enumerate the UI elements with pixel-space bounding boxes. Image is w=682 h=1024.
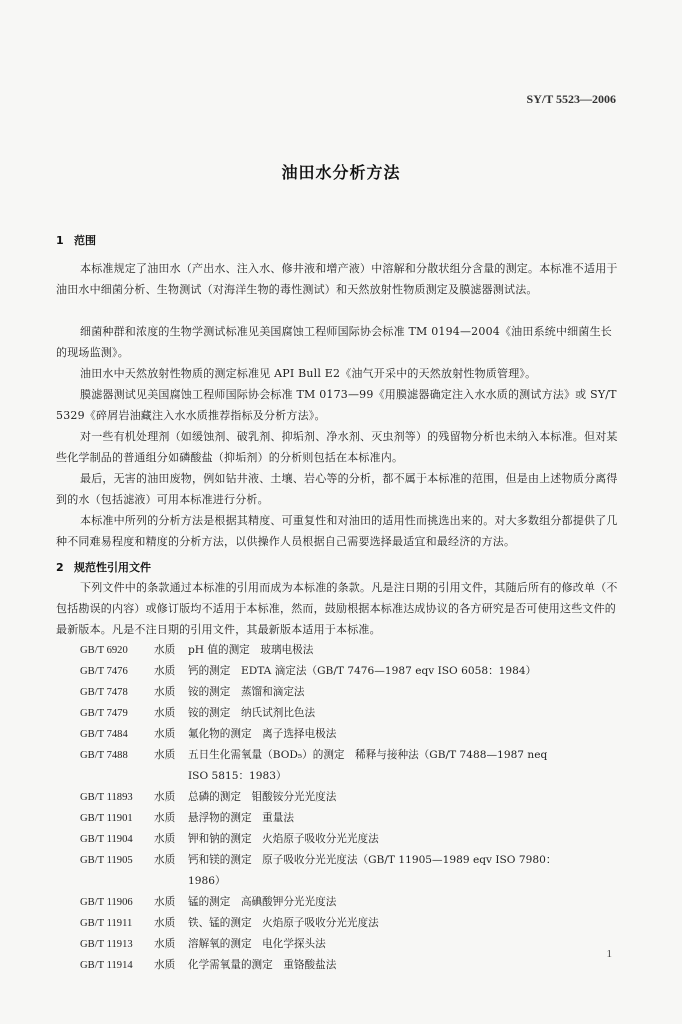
reference-type: 水质 (154, 749, 176, 761)
reference-desc: 铵的测定 纳氏试剂比色法 (188, 707, 316, 719)
references-intro: 下列文件中的条款通过本标准的引用而成为本标准的条款。凡是注日期的引用文件，其随后所有的修改单（不包括勘误的内容）或修订版均不适用于本标准，然而，鼓励根据本标准达成协议的各方研究是否可使用这些文件的最新版本。凡是不注日期的引用文件，其最新版本适用于本标准。 (56, 581, 618, 636)
reference-code: GB/T 7479 (80, 708, 128, 719)
reference-desc: pH 值的测定 玻璃电极法 (188, 644, 314, 656)
reference-desc: 悬浮物的测定 重量法 (188, 812, 294, 824)
reference-desc: 锰的测定 高碘酸钾分光光度法 (188, 896, 337, 908)
reference-code: GB/T 11904 (80, 834, 133, 845)
scope-paragraph: 膜滤器测试见美国腐蚀工程师国际协会标准 TM 0173—99《用膜滤器确定注入水水质的测试方法》或 SY/T 5329《碎屑岩油藏注入水水质推荐指标及分析方法》。 (56, 388, 617, 422)
reference-type: 水质 (154, 833, 176, 845)
reference-item (80, 703, 625, 724)
reference-code: GB/T 7478 (80, 687, 128, 698)
reference-code: GB/T 7488 (80, 750, 128, 761)
scope-paragraph: 最后，无害的油田废物，例如钻井液、土壤、岩心等的分析，都不属于本标准的范围，但是由上述物质分离得到的水（包括滤液）可用本标准进行分析。 (56, 472, 618, 506)
reference-type: 水质 (154, 812, 176, 824)
reference-item (80, 724, 625, 745)
scope-paragraph: 油田水中天然放射性物质的测定标准见 API Bull E2《油气开采中的天然放射性物质管理》。 (80, 367, 537, 380)
reference-item (80, 934, 625, 955)
scope-paragraph: 本标准中所列的分析方法是根据其精度、可重复性和对油田的适用性而挑选出来的。对大多数组分都提供了几种不同难易程度和精度的分析方法，以供操作人员根据自己需要选择最适宜和最经济的方法。 (56, 514, 618, 548)
section-1-number: 1 (56, 234, 64, 247)
reference-desc: 钾和钠的测定 火焰原子吸收分光光度法 (188, 833, 379, 845)
reference-type: 水质 (154, 854, 176, 866)
reference-code: GB/T 11901 (80, 813, 133, 824)
reference-item (80, 913, 625, 934)
reference-desc: 钙和镁的测定 原子吸收分光光度法（GB/T 11905—1989 eqv ISO 7980： (188, 854, 557, 866)
reference-code: GB/T 7476 (80, 666, 128, 677)
reference-code: GB/T 11905 (80, 855, 133, 866)
reference-item (80, 640, 625, 661)
reference-code: GB/T 11911 (80, 918, 133, 929)
reference-desc: 铁、锰的测定 火焰原子吸收分光光度法 (188, 917, 379, 929)
page-number: 1 (606, 948, 612, 960)
reference-code: GB/T 7484 (80, 729, 128, 740)
scope-paragraph: 本标准规定了油田水（产出水、注入水、修井液和增产液）中溶解和分散状组分含量的测定。本标准不适用于油田水中细菌分析、生物测试（对海洋生物的毒性测试）和天然放射性物质测定及膜滤器测试法。 (56, 262, 618, 296)
reference-desc: 钙的测定 EDTA 滴定法（GB/T 7476—1987 eqv ISO 6058：1984） (188, 665, 537, 677)
reference-code: GB/T 11893 (80, 792, 133, 803)
reference-type: 水质 (154, 728, 176, 740)
document-title: 油田水分析方法 (281, 163, 401, 182)
standard-code: SY/T 5523—2006 (526, 92, 616, 106)
reference-type: 水质 (154, 644, 176, 656)
reference-code: GB/T 11913 (80, 939, 133, 950)
reference-continuation: ISO 5815：1983） (188, 770, 287, 782)
section-2-number: 2 (56, 561, 64, 574)
reference-desc: 总磷的测定 钼酸铵分光光度法 (188, 791, 337, 803)
reference-type: 水质 (154, 707, 176, 719)
reference-desc: 铵的测定 蒸馏和滴定法 (188, 686, 305, 698)
reference-type: 水质 (154, 896, 176, 908)
reference-type: 水质 (154, 917, 176, 929)
reference-item (80, 892, 625, 913)
reference-desc: 溶解氧的测定 电化学探头法 (188, 938, 326, 950)
reference-code: GB/T 11906 (80, 897, 133, 908)
reference-list (80, 640, 625, 976)
scope-paragraph: 细菌种群和浓度的生物学测试标准见美国腐蚀工程师国际协会标准 TM 0194—2004《油田系统中细菌生长的现场监测》。 (56, 325, 612, 359)
reference-type: 水质 (154, 938, 176, 950)
section-2-title: 规范性引用文件 (74, 561, 151, 574)
reference-item (80, 787, 625, 808)
reference-type: 水质 (154, 959, 176, 971)
reference-desc: 氟化物的测定 离子选择电极法 (188, 728, 337, 740)
reference-code: GB/T 6920 (80, 645, 128, 656)
reference-item (80, 661, 625, 682)
reference-desc: 化学需氧量的测定 重铬酸盐法 (188, 959, 337, 971)
reference-item (80, 745, 625, 766)
reference-type: 水质 (154, 686, 176, 698)
reference-type: 水质 (154, 665, 176, 677)
scope-paragraph: 对一些有机处理剂（如缓蚀剂、破乳剂、抑垢剂、净水剂、灭虫剂等）的残留物分析也未纳入本标准。但对某些化学制品的普通组分如磷酸盐（抑垢剂）的分析则包括在本标准内。 (56, 430, 618, 464)
reference-code: GB/T 11914 (80, 960, 133, 971)
reference-continuation: 1986） (188, 875, 226, 887)
reference-desc: 五日生化需氧量（BOD₅）的测定 稀释与接种法（GB/T 7488—1987 neq (188, 749, 548, 761)
reference-item (80, 682, 625, 703)
section-2-heading (56, 559, 151, 575)
reference-item (80, 850, 625, 871)
section-1-title: 范围 (74, 234, 96, 247)
reference-item (80, 955, 625, 976)
section-1-heading (56, 232, 96, 248)
reference-type: 水质 (154, 791, 176, 803)
reference-item (80, 808, 625, 829)
reference-item (80, 829, 625, 850)
